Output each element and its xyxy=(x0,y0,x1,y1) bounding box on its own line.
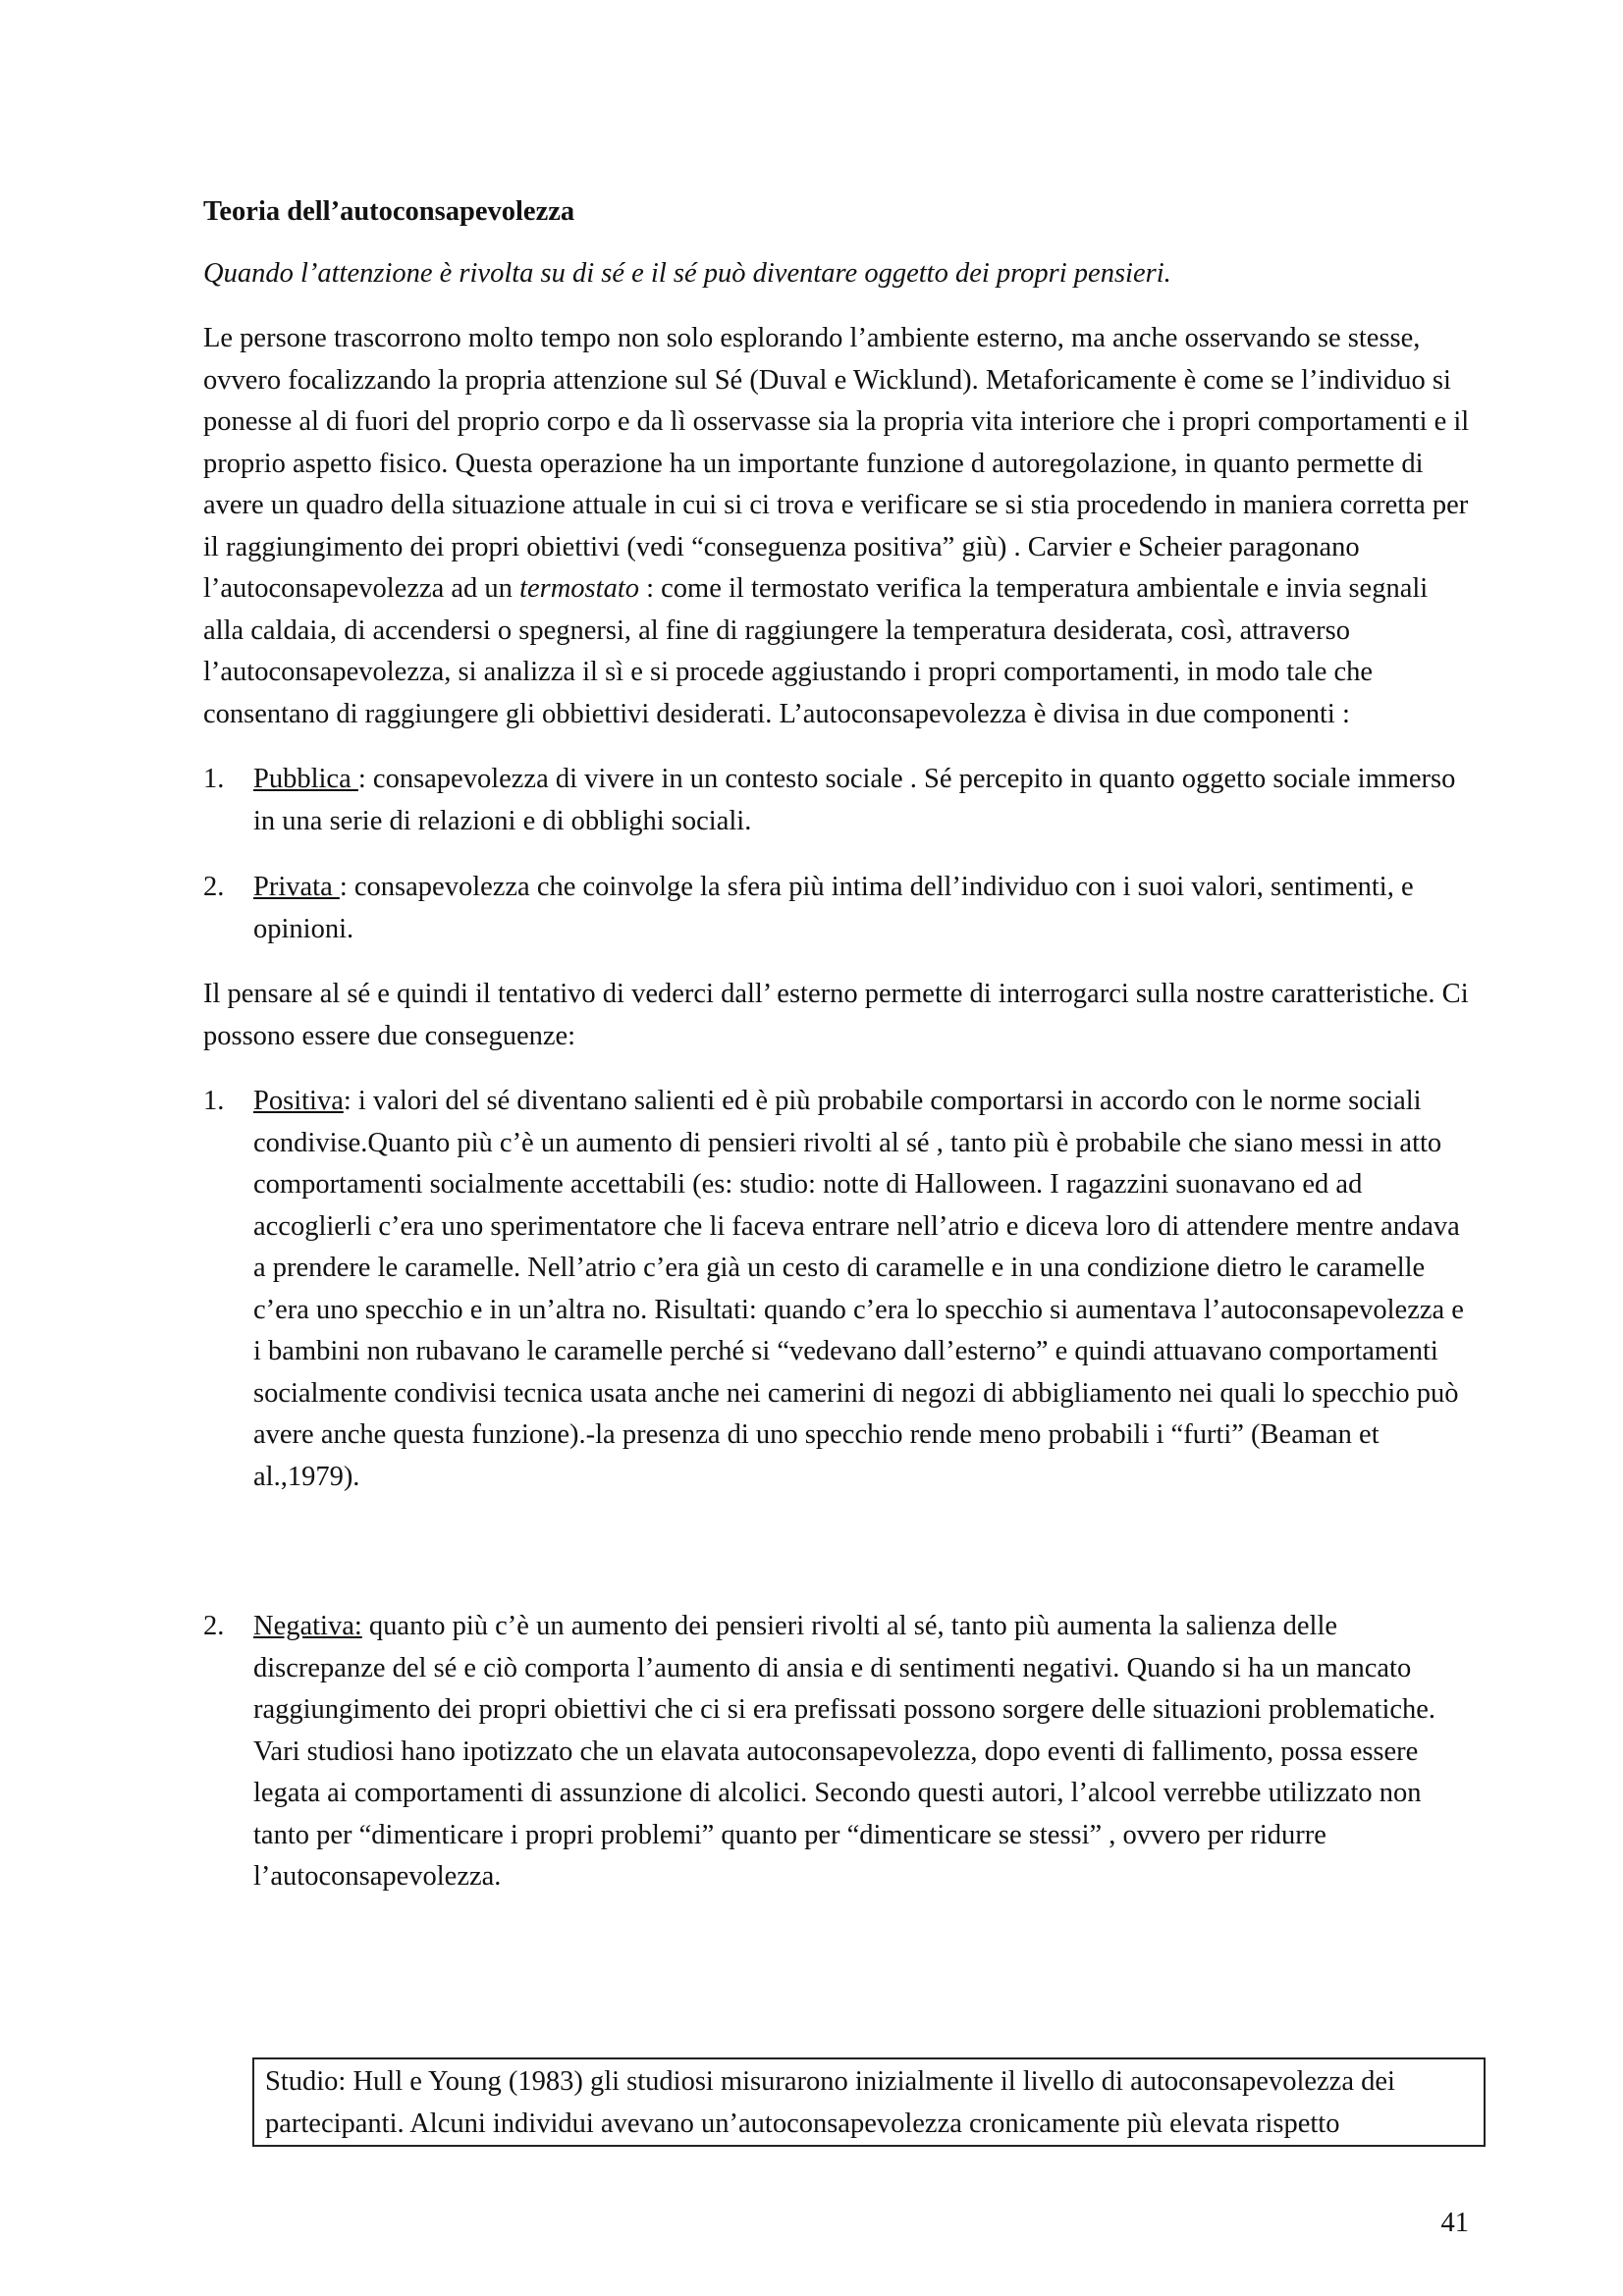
list-item-public xyxy=(203,759,1475,842)
spacer xyxy=(253,1498,1475,1581)
list-number: 1. xyxy=(203,1086,225,1116)
intro-paragraph xyxy=(203,318,1475,735)
term-positive: Positiva xyxy=(253,1086,344,1116)
list-number: 2. xyxy=(203,872,225,902)
page-number: 41 xyxy=(1440,2208,1469,2238)
page-body xyxy=(203,191,1475,1922)
list-item-negative xyxy=(203,1606,1475,1898)
term-negative: Negativa: xyxy=(253,1611,362,1641)
intro-emphasis: termostato xyxy=(519,573,639,604)
transition-paragraph: Il pensare al sé e quindi il tentativo di vederci dall’ esterno permette di interrogarci sulla nostre caratteristiche. Ci possono essere due conseguenze: xyxy=(203,979,1469,1051)
consequences-list xyxy=(203,1081,1475,1898)
description-negative: quanto più c’è un aumento dei pensieri rivolti al sé, tanto più aumenta la salienza delle discrepanze del sé e ciò comporta l’aumento di ansia e di sentimenti negativi. Quando si ha un mancato raggiungimento dei propri obiettivi che ci si era prefissati possono sorgere delle situazioni problematiche. Vari studiosi hano ipotizzato che un elavata autoconsapevolezza, dopo eventi di fallimento, possa essere legata ai comportamenti di assunzione di alcolici. Secondo questi autori, l’alcool verrebbe utilizzato non tanto per “dimenticare i propri problemi” quanto per “dimenticare se stessi” , ovvero per ridurre l’autoconsapevolezza. xyxy=(253,1611,1436,1892)
intro-text-2: : come il termostato verifica la temperatura ambientale e invia segnali alla caldaia, di accendersi o spegnersi, al fine di raggiungere la temperatura desiderata, così, attraverso l’autoconsapevolezza, si analizza il sì e si procede aggiustando i propri comportamenti, in modo tale che consentano di raggiungere gli obbiettivi desiderati. L’autoconsapevolezza è divisa in due componenti : xyxy=(203,573,1429,729)
list-item-private xyxy=(203,867,1475,950)
description-positive: : i valori del sé diventano salienti ed è più probabile comportarsi in accordo con le norme sociali condivise.Quanto più c’è un aumento di pensieri rivolti al sé , tanto più è probabile che siano messi in atto comportamenti socialmente accettabili (es: studio: notte di Halloween. I ragazzini suonavano ed ad accoglierli c’era uno sperimentatore che li faceva entrare nell’atrio e diceva loro di attendere mentre andava a prendere le caramelle. Nell’atrio c’era già un cesto di caramelle e in una condizione dietro le caramelle c’era uno specchio e in un’altra no. Risultati: quando c’era lo specchio si aumentava l’autoconsapevolezza e i bambini non rubavano le caramelle perché si “vedevano dall’esterno” e quindi attuavano comportamenti socialmente condivisi tecnica usata anche nei camerini di negozi di abbigliamento nei quali lo specchio può avere anche questa funzione).-la presenza di uno specchio rende meno probabili i “furti” (Beaman et al.,1979). xyxy=(253,1086,1464,1492)
list-number: 2. xyxy=(203,1611,225,1641)
definition-private: : consapevolezza che coinvolge la sfera più intima dell’individuo con i suoi valori, sentimenti, e opinioni. xyxy=(253,872,1414,944)
section-subtitle: Quando l’attenzione è rivolta su di sé e il sé può diventare oggetto dei propri pensieri. xyxy=(203,257,1171,289)
study-box: Studio: Hull e Young (1983) gli studiosi misurarono inizialmente il livello di autoconsapevolezza dei partecipanti. Alcuni individui avevano un’autoconsapevolezza cronicamente più elevata rispetto xyxy=(252,2057,1486,2147)
list-number: 1. xyxy=(203,764,225,794)
term-public: Pubblica xyxy=(253,764,358,794)
list-item-positive xyxy=(203,1081,1475,1581)
definition-public: : consapevolezza di vivere in un contesto sociale . Sé percepito in quanto oggetto sociale immerso in una serie di relazioni e di obblighi sociali. xyxy=(253,764,1456,836)
section-title: Teoria dell’autoconsapevolezza xyxy=(203,196,575,227)
term-private: Privata xyxy=(253,872,340,902)
intro-text-1: Le persone trascorrono molto tempo non solo esplorando l’ambiente esterno, ma anche osservando se stesse, ovvero focalizzando la propria attenzione sul Sé (Duval e Wicklund). Metaforicamente è come se l’individuo si ponesse al di fuori del proprio corpo e da lì osservasse sia la propria vita interiore che i propri comportamenti e il proprio aspetto fisico. Questa operazione ha un importante funzione d autoregolazione, in quanto permette di avere un quadro della situazione attuale in cui si ci trova e verificare se si stia procedendo in maniera corretta per il raggiungimento dei propri obiettivi (vedi “conseguenza positiva” giù) . Carvier e Scheier paragonano l’autoconsapevolezza ad un xyxy=(203,323,1470,604)
components-list xyxy=(203,759,1475,950)
